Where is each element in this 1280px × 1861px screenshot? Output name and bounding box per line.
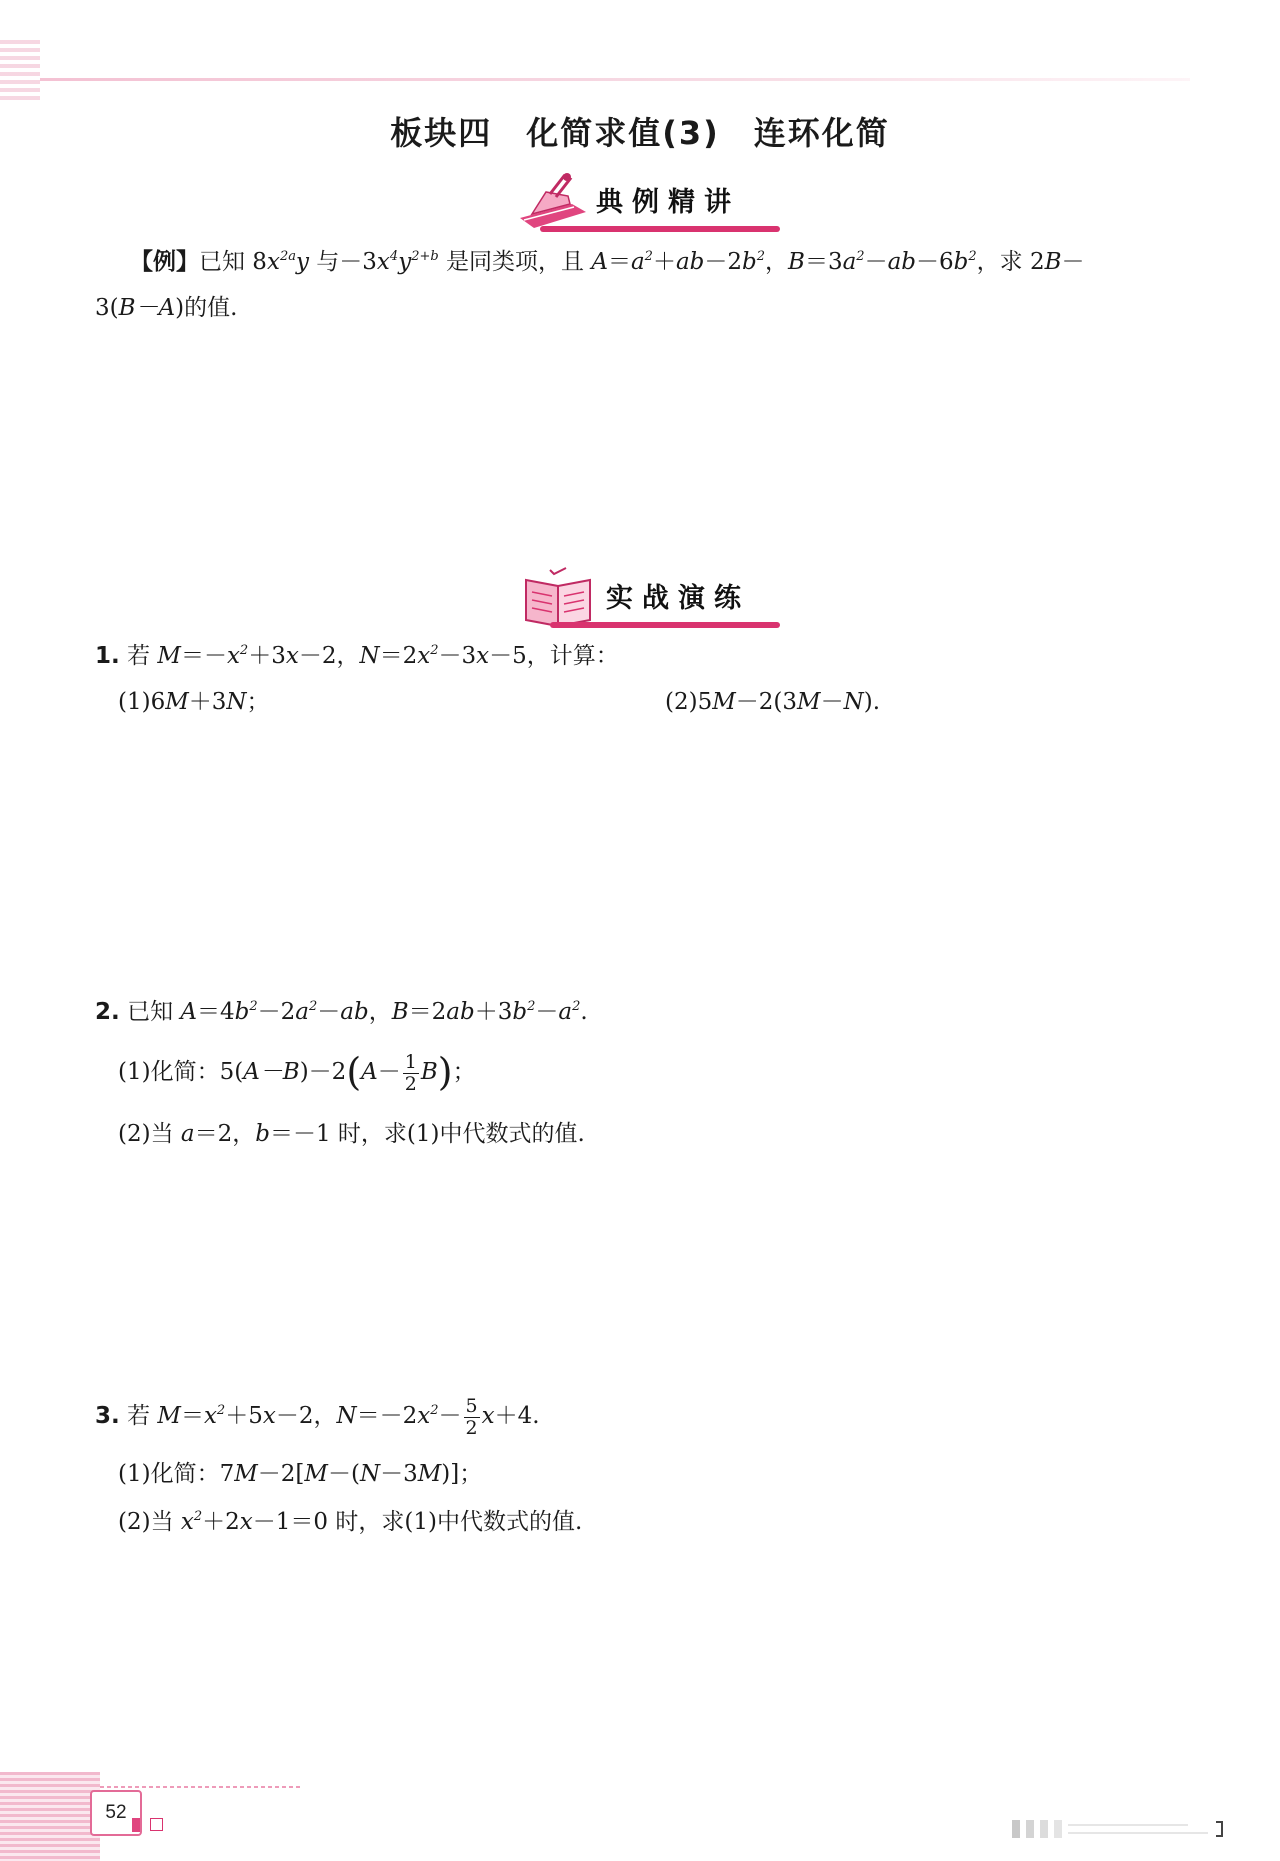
footer-decorative-rule <box>100 1786 300 1788</box>
question-2-part-2: (2)当 a＝2，b＝－1 时，求(1)中代数式的值. <box>118 1121 585 1147</box>
banner-underline <box>550 622 780 628</box>
top-decorative-strip <box>0 40 40 100</box>
question-number: 3. <box>95 1403 120 1429</box>
iron-icon <box>510 170 592 234</box>
watermark-icon <box>972 1818 1232 1840</box>
example-line-2: 3(B－A)的值. <box>95 295 238 321</box>
page-number: 52 <box>90 1790 142 1836</box>
question-1-stem: 1. 若 $M=-x^2+3x-2$，$N=2x^2-3x-5$，计算： <box>95 643 619 669</box>
section-banner-examples <box>510 170 780 236</box>
example-tag: 【例】 <box>130 249 199 275</box>
top-decorative-rule <box>40 78 1190 81</box>
square-icon <box>150 1818 163 1831</box>
book-icon <box>520 566 602 630</box>
example-line-1: 【例】已知 $8x^{2a}y$ 与$-3x^4y^{2+b}$ 是同类项，且 $A=a^2+ab-2b^2$，$B=3a^2-ab-6b^2$，求 2B－ <box>130 249 1085 275</box>
question-1-part-1: (1)6M＋3N； <box>118 689 270 715</box>
fraction-one-half: $\frac{1}{2}$ <box>404 1050 417 1095</box>
section-banner-practice <box>520 566 780 632</box>
question-3-stem: 3. 若 $M=x^2+5x-2$，$N=-2x^2-$ $\frac{5}{2}$ x＋4. <box>95 1394 540 1439</box>
banner-label: 实战演练 <box>606 583 750 614</box>
question-3-part-1: (1)化简：7M－2[M－(N－3M)]； <box>118 1461 483 1487</box>
question-2-stem: 2. 已知 $A=4b^2-2a^2-ab$，$B=2ab+3b^2-a^2$. <box>95 999 588 1025</box>
page-title: 板块四 化简求值(3) 连环化简 <box>390 114 890 152</box>
footer-decorative-stripes <box>0 1772 100 1861</box>
question-number: 2. <box>95 999 120 1025</box>
banner-label: 典例精讲 <box>596 187 740 218</box>
fraction-five-halves: $\frac{5}{2}$ <box>465 1394 478 1439</box>
page-number-tab <box>132 1818 140 1832</box>
question-number: 1. <box>95 643 120 669</box>
question-2-part-1: (1)化简：5(A－B)－2(A－ $\frac{1}{2}$ B)； <box>118 1050 476 1095</box>
question-1-part-2: (2)5M－2(3M－N). <box>665 689 881 715</box>
banner-underline <box>540 226 780 232</box>
question-3-part-2: (2)当 $x^2+2x-1=0$ 时，求(1)中代数式的值. <box>118 1509 583 1535</box>
